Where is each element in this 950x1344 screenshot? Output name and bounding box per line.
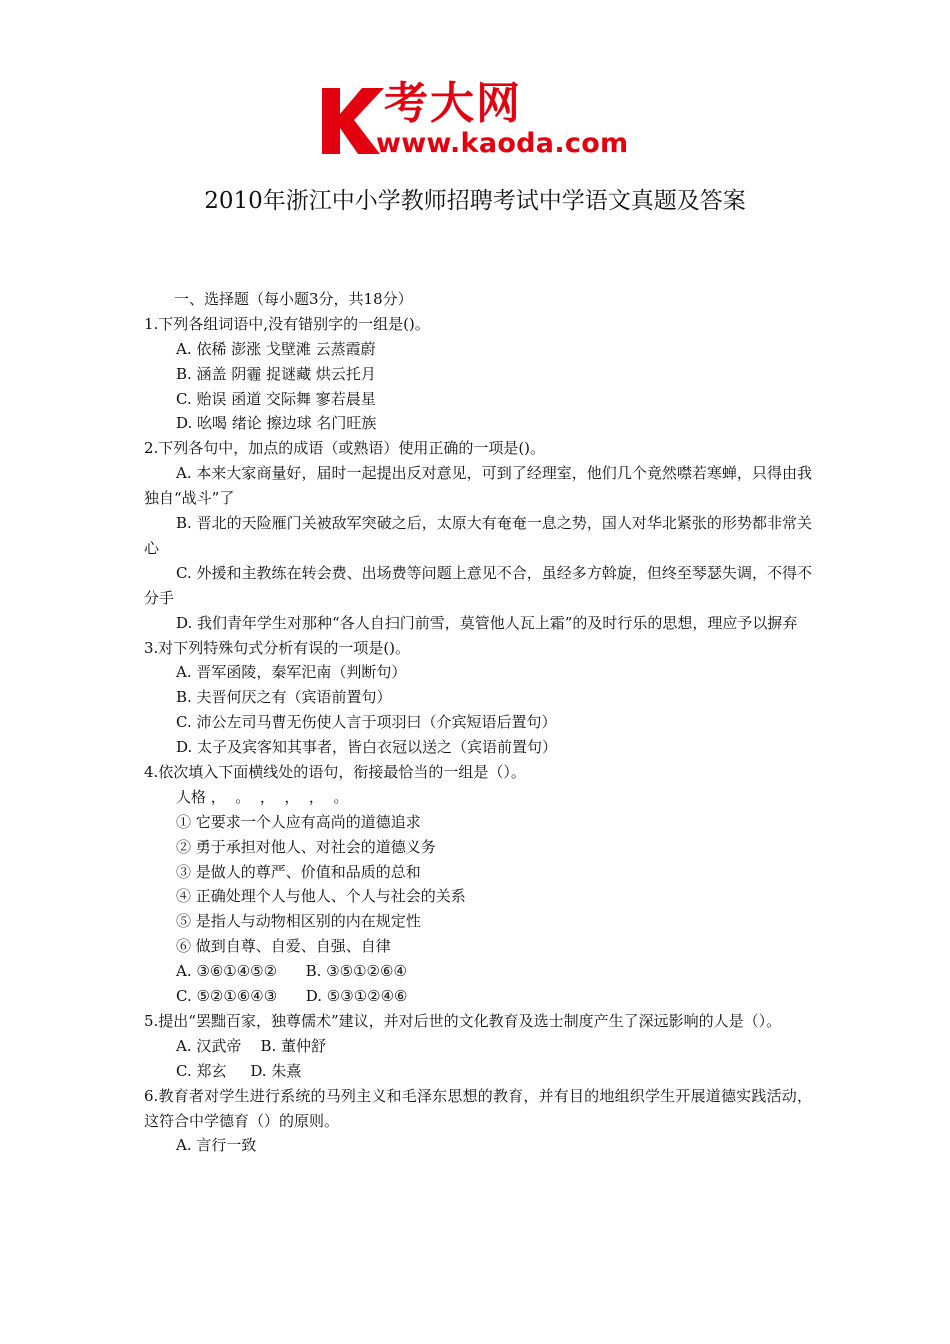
question-6-option-a: A. 言行一致 [176, 1136, 257, 1155]
question-1-stem: 1.下列各组词语中,没有错别字的一组是()。 [144, 314, 430, 333]
document-title: 2010年浙江中小学教师招聘考试中学语文真题及答案 [204, 188, 746, 214]
question-4-item-3: ③ 是做人的尊严、价值和品质的总和 [176, 862, 421, 881]
question-4-item-5: ⑤ 是指人与动物相区别的内在规定性 [176, 912, 421, 931]
question-4-stem: 4.依次填入下面横线处的语句，衔接最恰当的一组是（）。 [144, 763, 526, 782]
question-4-options-row-2: C. ⑤②①⑥④③ D. ⑤③①②④⑥ [176, 987, 408, 1006]
question-4-blank-line: 人格 ， 。 ， ， ， 。 [176, 787, 349, 806]
question-6-stem: 6.教育者对学生进行系统的马列主义和毛泽东思想的教育，并有目的地组织学生开展道德实践活动，这符合中学德育（）的原则。 [144, 1086, 812, 1130]
question-5-stem: 5.提出“罢黜百家，独尊儒术”建议，并对后世的文化教育及选士制度产生了深远影响的人是（）。 [144, 1011, 782, 1030]
question-4-item-4: ④ 正确处理个人与他人、个人与社会的关系 [176, 887, 466, 906]
question-3-option-d: D. 太子及宾客知其事者，皆白衣冠以送之（宾语前置句） [176, 738, 558, 757]
question-1-option-b: B. 涵盖 阴霾 捉谜藏 烘云托月 [176, 364, 376, 383]
document-body [144, 287, 812, 1158]
question-3-option-b: B. 夫晋何厌之有（宾语前置句） [176, 688, 392, 707]
question-2-option-b: B. 晋北的天险雁门关被敌军突破之后，太原大有奄奄一息之势，国人对华北紧张的形势都非常关心 [144, 514, 812, 557]
section-heading: 一、选择题（每小题3分，共18分） [174, 290, 413, 308]
question-4-options-row-1: A. ③⑥①④⑤② B. ③⑤①②⑥④ [176, 962, 407, 981]
question-3-option-a: A. 晋军函陵，秦军汜南（判断句） [176, 663, 407, 682]
question-1-option-d: D. 吆喝 绪论 擦边球 名门旺族 [176, 414, 377, 433]
logo-url-text: www.kaoda.com [376, 128, 629, 159]
question-3-option-c: C. 沛公左司马曹无伤使人言于项羽曰（介宾短语后置句） [176, 713, 557, 732]
question-1-option-a: A. 依稀 澎涨 戈壁滩 云蒸霞蔚 [176, 339, 376, 358]
question-1-option-c: C. 贻误 函道 交际舞 寥若晨星 [176, 389, 376, 408]
question-5-options-row-1: A. 汉武帝 B. 董仲舒 [176, 1036, 327, 1055]
question-2-option-a: A. 本来大家商量好，届时一起提出反对意见，可到了经理室，他们几个竟然噤若寒蝉，只得由我独自“战斗”了 [144, 464, 812, 508]
question-4-item-6: ⑥ 做到自尊、自爱、自强、自律 [176, 937, 391, 956]
kaoda-logo[interactable] [318, 78, 638, 164]
question-5-options-row-2: C. 郑玄 D. 朱熹 [176, 1061, 302, 1080]
question-4-item-1: ① 它要求一个人应有高尚的道德追求 [176, 812, 421, 831]
question-2-option-d: D. 我们青年学生对那种“各人自扫门前雪，莫管他人瓦上霜”的及时行乐的思想，理应予以摒弃 [176, 613, 798, 632]
logo-chinese-text: 考大网 [384, 78, 522, 129]
question-2-option-c: C. 外援和主教练在转会费、出场费等问题上意见不合，虽经多方斡旋，但终至琴瑟失调，不得不分手 [144, 563, 812, 607]
question-4-item-2: ② 勇于承担对他人、对社会的道德义务 [176, 837, 436, 856]
question-2-stem: 2.下列各句中，加点的成语（或熟语）使用正确的一项是()。 [144, 439, 546, 458]
question-3-stem: 3.对下列特殊句式分析有误的一项是()。 [144, 638, 411, 657]
